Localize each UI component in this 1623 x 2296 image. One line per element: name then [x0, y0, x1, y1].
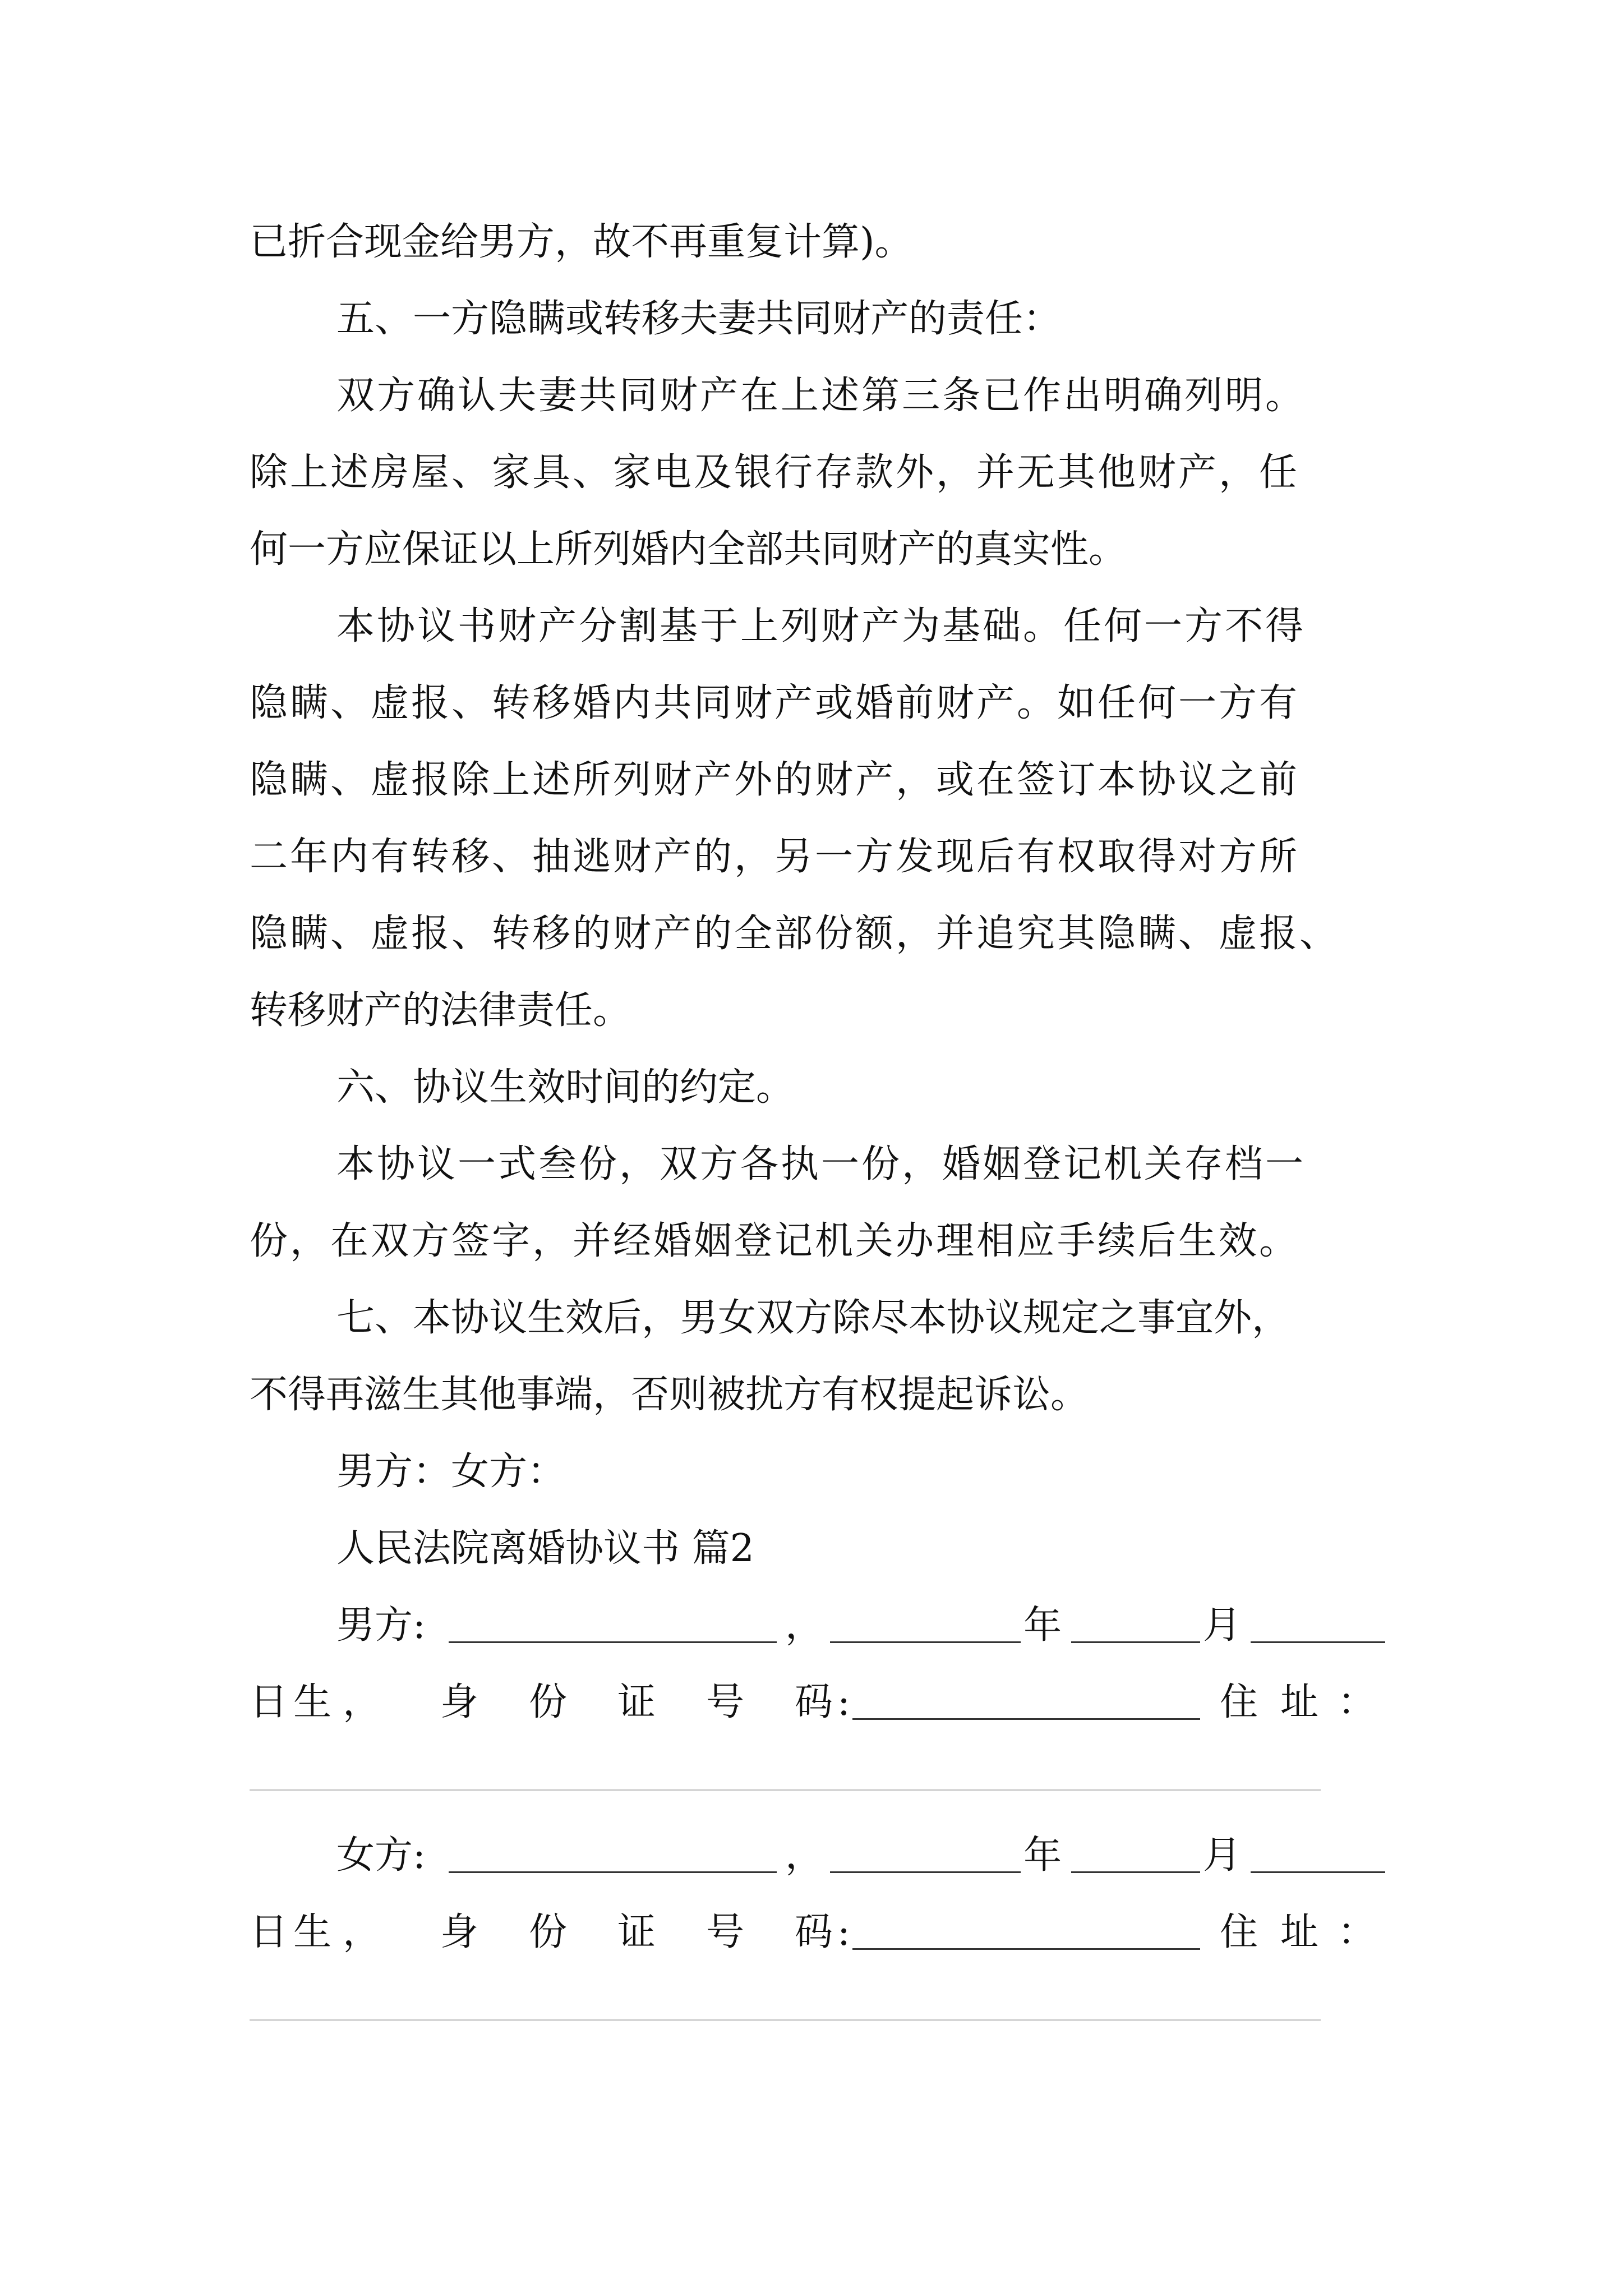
year-label: 年: [1023, 1603, 1062, 1648]
paragraph-line: 二年内有转移、抽逃财产的，另一方发现后有权取得对方所: [250, 835, 1300, 879]
id-label-char: 号: [706, 1680, 745, 1724]
comma: ，: [785, 1833, 824, 1878]
male-id-blank[interactable]: [852, 1718, 1200, 1720]
section-title: 人民法院离婚协议书 篇2: [336, 1526, 754, 1571]
day-label: 日: [250, 1680, 288, 1724]
paragraph-line: 转移财产的法律责任。: [250, 988, 631, 1033]
comma: ，: [343, 1910, 381, 1954]
paragraph-line: 隐瞒、虚报、转移婚内共同财产或婚前财产。如任何一方有: [250, 681, 1300, 725]
female-name-blank[interactable]: [449, 1871, 777, 1873]
id-label-char: 码: [795, 1680, 833, 1724]
id-label-char: 份: [529, 1910, 568, 1954]
paragraph-line: 份，在双方签字，并经婚姻登记机关办理相应手续后生效。: [250, 1219, 1300, 1263]
paragraph-line: 本协议书财产分割基于上列财产为基础。任何一方不得: [336, 604, 1306, 648]
paragraph-line: 不得再滋生其他事端，否则被扰方有权提起诉讼。: [250, 1373, 1089, 1417]
female-label: 女方:: [336, 1833, 426, 1878]
paragraph-line: 除上述房屋、家具、家电及银行存款外，并无其他财产，任: [250, 450, 1300, 495]
paragraph-line: 已折合现金给男方，故不再重复计算)。: [250, 220, 913, 264]
paragraph-line: 双方确认夫妻共同财产在上述第三条已作出明确列明。: [336, 374, 1306, 418]
month-label: 月: [1203, 1833, 1242, 1878]
paragraph-line: 隐瞒、虚报除上述所列财产外的财产，或在签订本协议之前: [250, 758, 1300, 802]
female-birth-year-blank[interactable]: [830, 1871, 1021, 1873]
signature-line: 男方：女方：: [336, 1450, 566, 1494]
born-label: 生: [293, 1910, 332, 1954]
address-label-char: ：: [1338, 1680, 1376, 1724]
address-label-char: 址: [1280, 1910, 1319, 1954]
female-id-row: [250, 1910, 1385, 1958]
id-label-char: 号: [706, 1910, 745, 1954]
id-label-char: 身: [440, 1910, 479, 1954]
paragraph-line: 隐瞒、虚报、转移的财产的全部份额，并追究其隐瞒、虚报、: [250, 912, 1340, 956]
female-birth-row: [336, 1833, 1385, 1881]
paragraph-line: 何一方应保证以上所列婚内全部共同财产的真实性。: [250, 527, 1127, 572]
id-label-char: 份: [529, 1680, 568, 1724]
section-heading-5: 五、一方隐瞒或转移夫妻共同财产的责任：: [336, 297, 1062, 341]
year-label: 年: [1023, 1833, 1062, 1878]
female-birth-day-blank[interactable]: [1251, 1871, 1385, 1873]
female-address-blank[interactable]: [250, 2019, 1321, 2021]
male-name-blank[interactable]: [449, 1641, 777, 1643]
id-label-char: 码: [795, 1910, 833, 1954]
id-label-char: 证: [617, 1910, 656, 1954]
male-birth-month-blank[interactable]: [1071, 1641, 1200, 1643]
male-address-blank[interactable]: [250, 1789, 1321, 1791]
paragraph-line: 本协议一式叁份，双方各执一份，婚姻登记机关存档一: [336, 1142, 1306, 1186]
comma: ，: [343, 1680, 381, 1724]
born-label: 生: [293, 1680, 332, 1724]
female-birth-month-blank[interactable]: [1071, 1871, 1200, 1873]
address-label-char: 住: [1220, 1910, 1258, 1954]
id-label-char: 身: [440, 1680, 479, 1724]
day-label: 日: [250, 1910, 288, 1954]
id-label-char: :: [837, 1680, 850, 1724]
comma: ，: [785, 1603, 824, 1648]
address-label-char: ：: [1338, 1910, 1376, 1954]
address-label-char: 住: [1220, 1680, 1258, 1724]
section-heading-7: 七、本协议生效后，男女双方除尽本协议规定之事宜外，: [336, 1296, 1290, 1340]
id-label-char: :: [837, 1910, 850, 1954]
section-heading-6: 六、协议生效时间的约定。: [336, 1065, 795, 1110]
male-birth-row: [336, 1603, 1385, 1651]
month-label: 月: [1203, 1603, 1242, 1648]
male-label: 男方:: [336, 1603, 426, 1648]
male-birth-day-blank[interactable]: [1251, 1641, 1385, 1643]
male-id-row: [250, 1680, 1385, 1728]
id-label-char: 证: [617, 1680, 656, 1724]
male-birth-year-blank[interactable]: [830, 1641, 1021, 1643]
address-label-char: 址: [1280, 1680, 1319, 1724]
female-id-blank[interactable]: [852, 1948, 1200, 1950]
